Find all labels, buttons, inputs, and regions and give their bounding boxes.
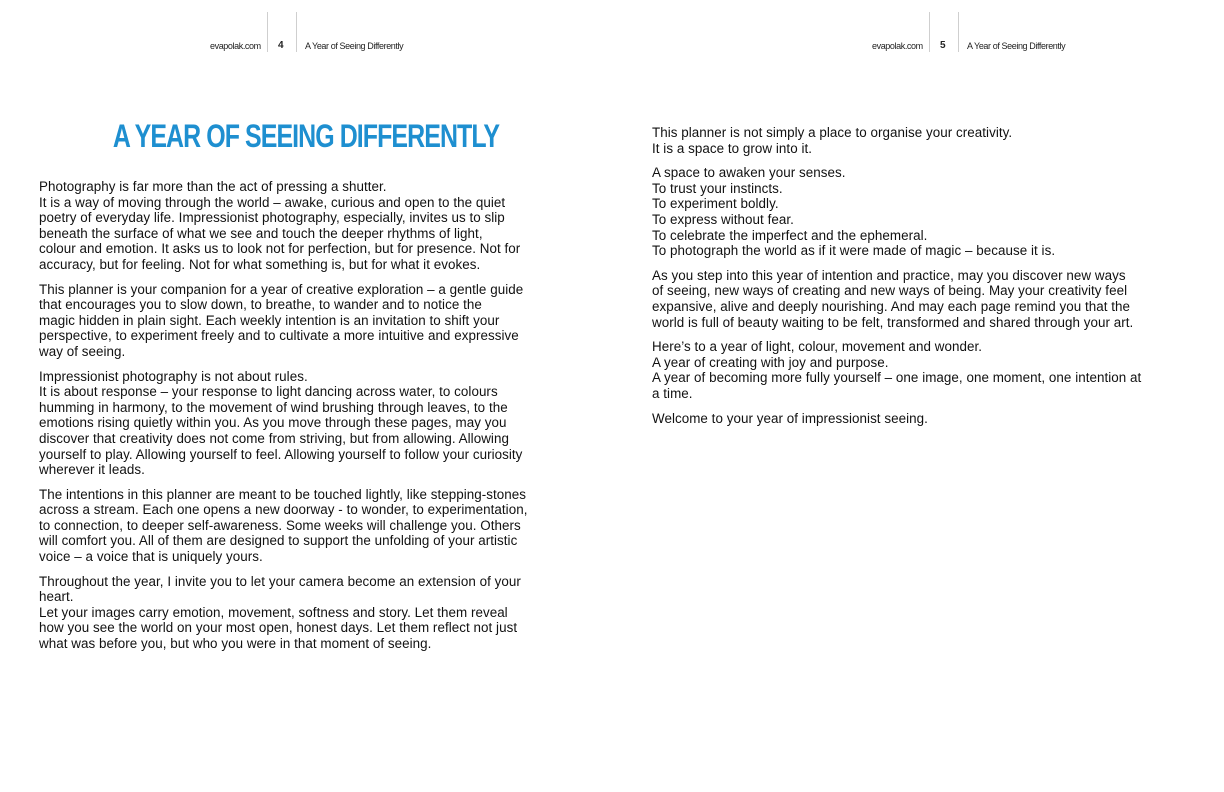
text-line: how you see the world on your most open, honest days. Let them reflect not just [39,620,518,636]
text-line: way of seeing. [39,343,126,359]
text-line: This planner is your companion for a year of creative exploration – a gentle guide [39,281,524,297]
text-line: perspective, to experiment freely and to cultivate a more intuitive and expressive [39,328,519,344]
text-line: Impressionist photography is not about rules. [39,368,308,384]
text-line: magic hidden in plain sight. Each weekly intention is an invitation to shift your [39,312,500,328]
text-line: Let your images carry emotion, movement, softness and story. Let them reveal [39,604,508,620]
text-line: heart. [39,589,74,605]
text-line: This planner is not simply a place to organise your creativity. [652,125,1013,140]
text-line: that encourages you to slow down, to breathe, to wander and to notice the [39,297,482,313]
text-line: To photograph the world as if it were made of magic – because it is. [652,243,1056,259]
paragraph [39,282,599,360]
header-divider [958,12,959,52]
paragraph [652,339,1212,401]
paragraph [39,179,599,273]
header-site: evapolak.com [210,41,261,51]
text-line: humming in harmony, to the movement of wind brushing through leaves, to the [39,399,508,415]
header-divider [267,12,268,52]
text-line: emotions rising quietly within you. As you move through these pages, may you [39,415,507,431]
paragraph [652,268,1212,330]
text-line: A space to awaken your senses. [652,165,846,181]
header-page-number: 5 [940,40,946,51]
left-page-header [210,12,410,52]
paragraph [652,165,1212,259]
paragraph [652,411,1212,427]
header-book-title: A Year of Seeing Differently [305,41,404,51]
text-line: Throughout the year, I invite you to let your camera become an extension of your [39,573,521,589]
text-line: A year of creating with joy and purpose. [652,354,889,370]
text-line: colour and emotion. It asks us to look not for perfection, but for presence. Not for [39,241,521,257]
text-line: The intentions in this planner are meant to be touched lightly, like stepping-stones [39,486,527,502]
text-line: It is a space to grow into it. [652,140,813,156]
paragraph [39,574,599,652]
text-line: beneath the surface of what we see and touch the deeper rhythms of light, [39,225,483,241]
paragraph [39,369,599,478]
text-line: It is about response – your response to light dancing across water, to colours [39,384,498,400]
left-body-text [39,179,599,661]
header-divider [296,12,297,52]
right-body-text [652,125,1212,435]
text-line: To trust your instincts. [652,180,783,196]
text-line: what was before you, but who you were in that moment of seeing. [39,636,432,652]
text-line: To express without fear. [652,211,794,227]
text-line: to connection, to deeper self-awareness. Some weeks will challenge you. Others [39,517,521,533]
right-page [612,0,1224,792]
text-line: of seeing, new ways of creating and new ways of being. May your creativity feel [652,283,1128,299]
text-line: As you step into this year of intention and practice, may you discover new ways [652,267,1126,283]
text-line: It is a way of moving through the world – awake, curious and open to the quiet [39,194,506,210]
header-divider [929,12,930,52]
page-title: A YEAR OF SEEING DIFFERENTLY [112,118,500,154]
header-book-title: A Year of Seeing Differently [967,41,1066,51]
text-line: Welcome to your year of impressionist seeing. [652,410,928,426]
text-line: discover that creativity does not come from striving, but from allowing. Allowing [39,430,509,446]
text-line: Photography is far more than the act of pressing a shutter. [39,179,387,194]
header-page-number: 4 [278,40,284,51]
paragraph [39,487,599,565]
text-line: A year of becoming more fully yourself – one image, one moment, one intention at [652,370,1142,386]
text-line: voice – a voice that is uniquely yours. [39,549,263,565]
right-page-header [872,12,1072,52]
text-line: To celebrate the imperfect and the ephemeral. [652,227,928,243]
text-line: To experiment boldly. [652,196,779,212]
text-line: world is full of beauty waiting to be felt, transformed and shared through your art. [652,314,1134,330]
text-line: Here’s to a year of light, colour, movement and wonder. [652,339,983,355]
text-line: poetry of everyday life. Impressionist photography, especially, invites us to slip [39,210,505,226]
text-line: expansive, alive and deeply nourishing. And may each page remind you that the [652,298,1131,314]
text-line: accuracy, but for feeling. Not for what something is, but for what it evokes. [39,256,481,272]
text-line: wherever it leads. [39,462,145,478]
text-line: yourself to play. Allowing yourself to feel. Allowing yourself to follow your curiosity [39,446,523,462]
text-line: across a stream. Each one opens a new doorway - to wonder, to experimentation, [39,502,528,518]
text-line: will comfort you. All of them are designed to support the unfolding of your artistic [39,533,518,549]
header-site: evapolak.com [872,41,923,51]
text-line: a time. [652,385,693,401]
paragraph [652,125,1212,156]
